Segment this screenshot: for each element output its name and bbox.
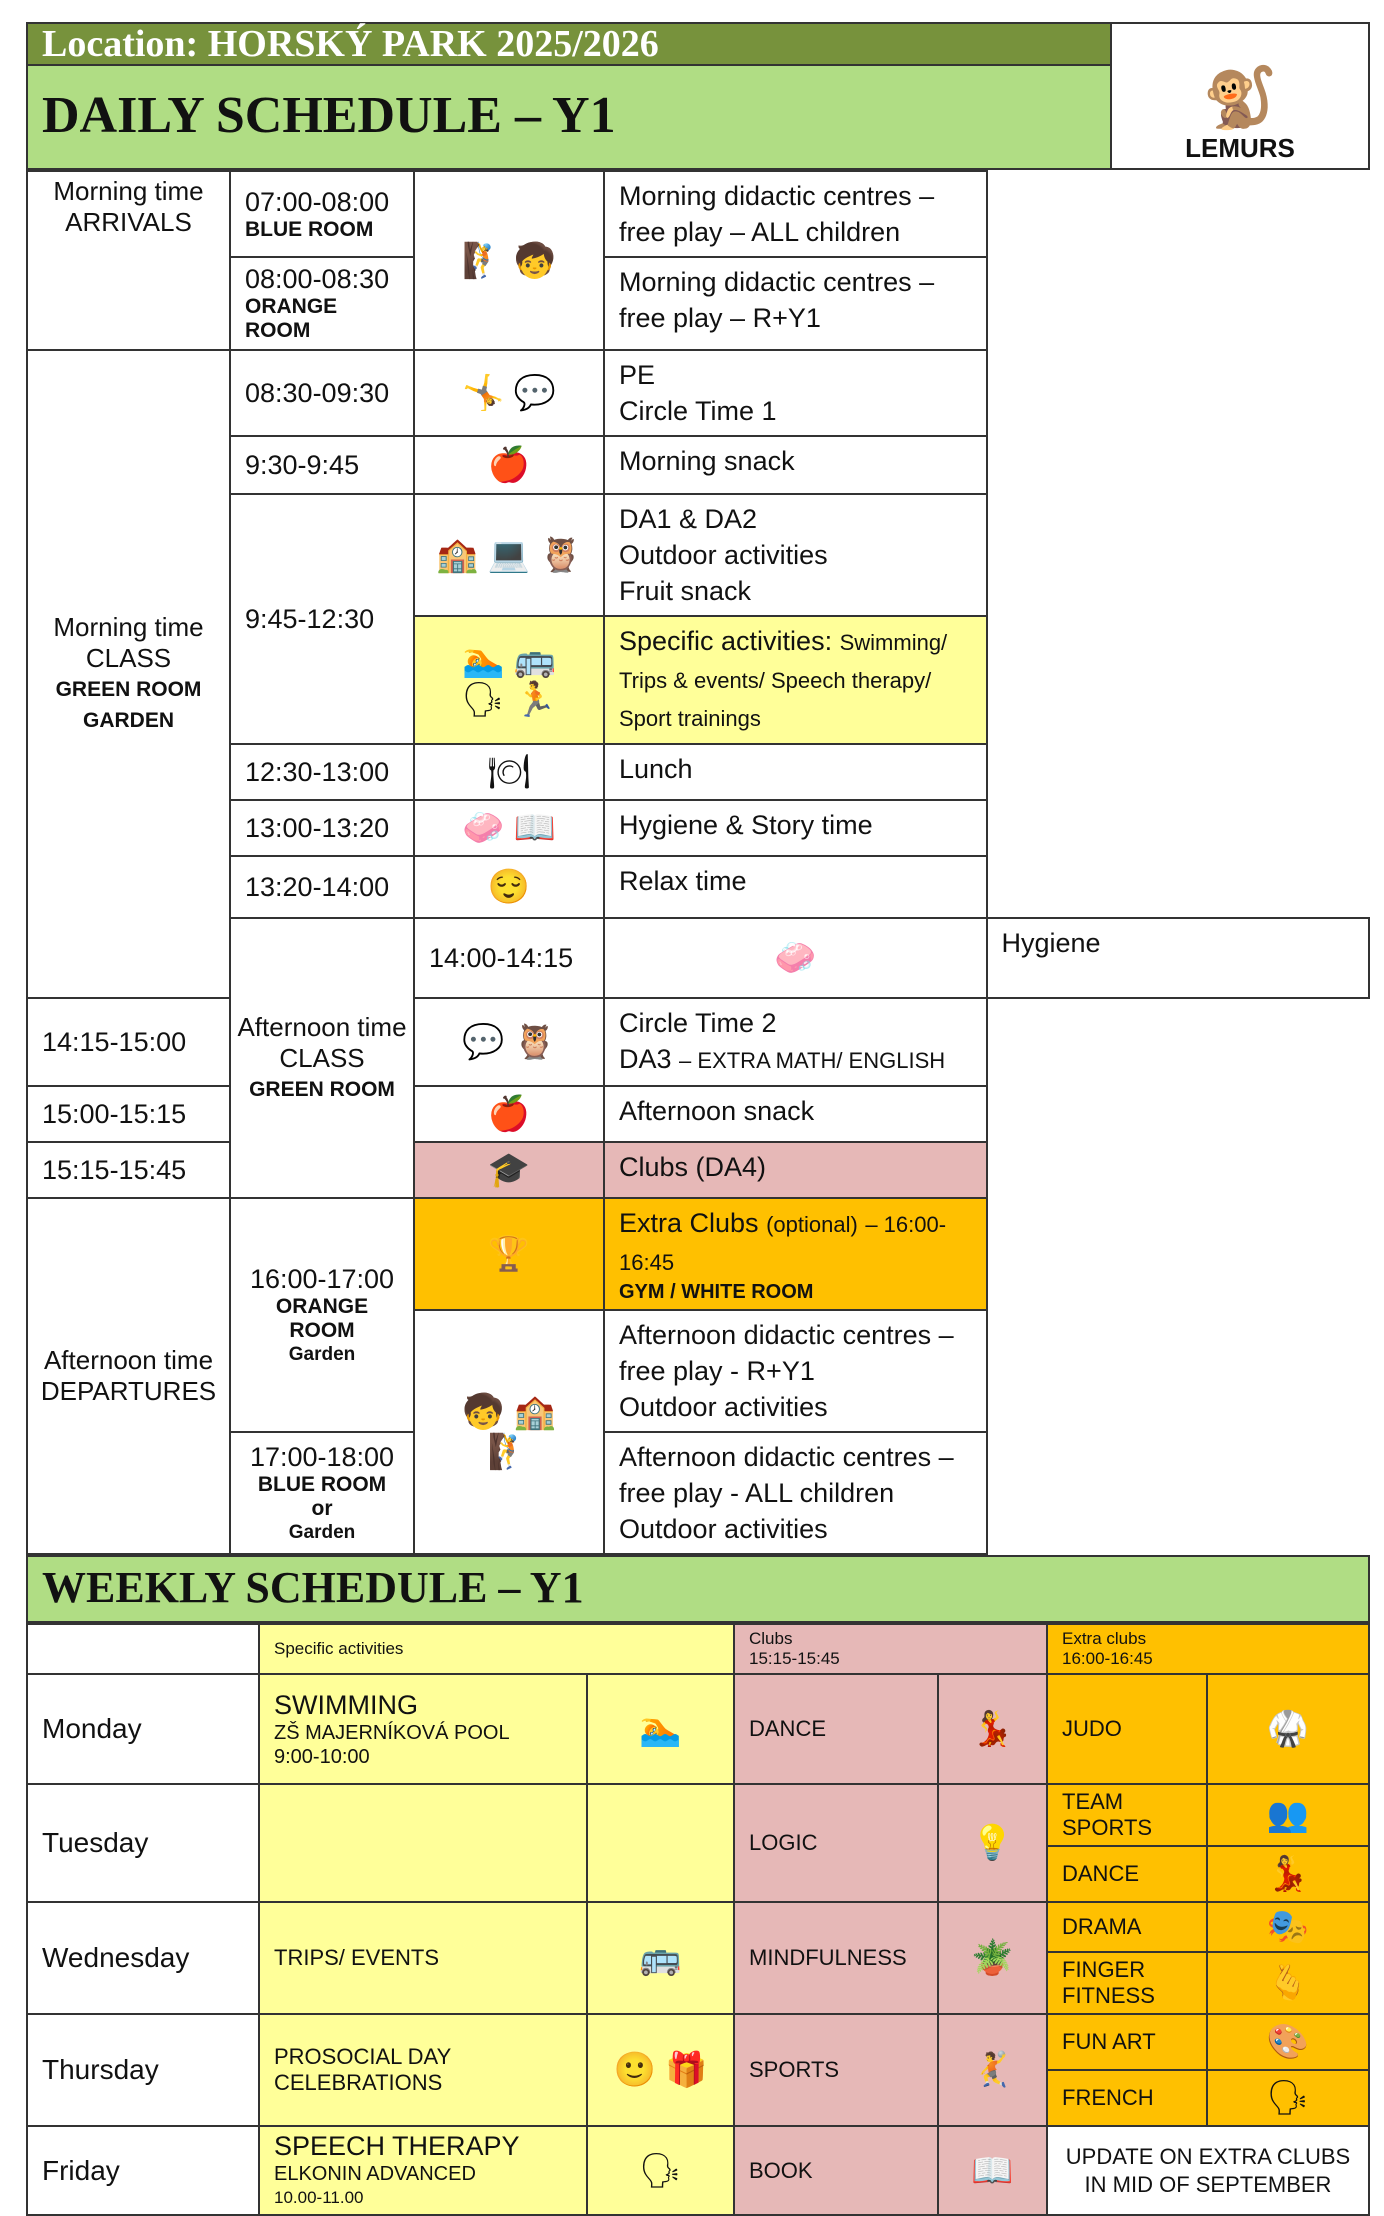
desc-line: Circle Time 2	[619, 1008, 777, 1038]
specific-detail: Swimming/ Trips & events/ Speech therapy/ Sport trainings	[619, 630, 948, 731]
header-label: Extra clubs	[1062, 1629, 1147, 1648]
club: MINDFULNESS	[734, 1902, 938, 2014]
extra-club: DRAMA	[1047, 1902, 1207, 1952]
extra-clubs	[604, 1198, 987, 1310]
time: 07:00-08:00	[245, 186, 390, 217]
class-logo	[1111, 23, 1369, 169]
activity: PROSOCIAL DAY	[274, 2044, 452, 2069]
hygiene-icon: 🧼	[604, 918, 987, 998]
room: BLUE ROOM or	[257, 1472, 387, 1520]
time: 13:00-13:20	[230, 800, 414, 856]
celebration-icons: 🙂 🎁	[587, 2014, 734, 2126]
drama-icon: 🎭	[1207, 1902, 1369, 1952]
desc-line: Outdoor activities	[619, 1514, 828, 1544]
pe-circle-icons: 🤸 💬	[414, 350, 604, 436]
schedule-page	[26, 22, 1370, 2216]
class-name: LEMURS	[1185, 133, 1295, 163]
dance-icon: 💃	[938, 1674, 1047, 1784]
specific-activities	[604, 616, 987, 744]
time: 14:15-15:00	[27, 998, 230, 1086]
day-thursday: Thursday	[27, 2014, 259, 2126]
activity-desc	[604, 494, 987, 616]
day-monday: Monday	[27, 1674, 259, 1784]
activity-desc: Morning didactic centres – free play – R+Y1	[604, 257, 987, 350]
cutlery-icon: 🍽	[414, 744, 604, 800]
circle-owl-icons: 💬 🦉	[414, 998, 604, 1086]
sports-icon: 🤾	[938, 2014, 1047, 2126]
activity-desc	[604, 1432, 987, 1554]
weekly-title-table	[26, 1555, 1370, 1623]
extra-club: FUN ART	[1047, 2014, 1207, 2070]
club: SPORTS	[734, 2014, 938, 2126]
header-time: 16:00-16:45	[1062, 1649, 1153, 1668]
team-icon: 👥	[1207, 1784, 1369, 1846]
activity-sub: ELKONIN ADVANCED	[274, 2163, 476, 2185]
time-cell	[230, 171, 414, 257]
section-label: Afternoon time	[237, 1011, 407, 1042]
time: 14:00-14:15	[414, 918, 604, 998]
section-afternoon-departures	[27, 1198, 230, 1554]
speech-icon: 🗣	[1207, 2070, 1369, 2126]
extra-clubs-note: UPDATE ON EXTRA CLUBS IN MID OF SEPTEMBER	[1047, 2126, 1369, 2215]
activity: SWIMMING	[274, 1689, 418, 1720]
time: 9:45-12:30	[230, 494, 414, 744]
section-morning-arrivals	[27, 171, 230, 350]
time: 12:30-13:00	[230, 744, 414, 800]
desc-line: Circle Time 1	[619, 396, 777, 426]
activity-time: 9:00-10:00	[274, 1745, 370, 1768]
time: 16:00-17:00	[249, 1263, 395, 1294]
activity-desc: Afternoon snack	[604, 1086, 987, 1142]
activity-desc: Morning didactic centres – free play – ALL children	[604, 171, 987, 257]
section-label: Morning time	[53, 612, 204, 642]
lightbulb-icon: 💡	[938, 1784, 1047, 1902]
da-icons: 🏫 💻 🦉	[414, 494, 604, 616]
location-title: Location: HORSKÝ PARK 2025/2026	[27, 23, 1111, 65]
clubs-icon: 🎓	[414, 1142, 604, 1198]
free-play-icons: 🧗 🧒	[414, 171, 604, 350]
activity-desc: Hygiene	[987, 918, 1370, 998]
header-specific: Specific activities	[259, 1624, 734, 1674]
club: DANCE	[734, 1674, 938, 1784]
time: 15:15-15:45	[27, 1142, 230, 1198]
header-clubs	[734, 1624, 1047, 1674]
activity-desc	[604, 1310, 987, 1432]
header-table	[26, 22, 1370, 170]
activity: SPEECH THERAPY	[274, 2131, 520, 2161]
section-afternoon-class	[230, 918, 414, 1198]
finger-icon: 🫰	[1207, 1952, 1369, 2014]
extra-time: – 16:00-16:45	[619, 1212, 947, 1275]
activity-desc: Relax time	[604, 856, 987, 918]
activity-sub: CELEBRATIONS	[274, 2070, 443, 2095]
activity-cell	[259, 1674, 587, 1784]
relax-icon: 😌	[414, 856, 604, 918]
activity-cell	[259, 2014, 587, 2126]
activity	[259, 1784, 587, 1902]
section-sublabel: CLASS	[85, 643, 172, 673]
daily-title: DAILY SCHEDULE – Y1	[27, 65, 1111, 169]
weekly-schedule-table	[26, 1623, 1370, 2216]
time: 17:00-18:00	[249, 1441, 395, 1472]
bus-icon: 🚌	[587, 1902, 734, 2014]
activity-time: 10.00-11.00	[274, 2188, 364, 2207]
judo-icon: 🥋	[1207, 1674, 1369, 1784]
departure-icons: 🧒 🏫 🧗	[414, 1310, 604, 1554]
desc-line: DA1 & DA2	[619, 504, 758, 534]
section-rooms: GREEN ROOM	[249, 1077, 395, 1101]
day-friday: Friday	[27, 2126, 259, 2215]
extra-club: JUDO	[1047, 1674, 1207, 1784]
room: ORANGE ROOM	[245, 295, 338, 342]
time-cell	[230, 1198, 414, 1432]
header-time: 15:15-15:45	[749, 1649, 840, 1668]
extra-title: Extra Clubs	[619, 1208, 759, 1238]
specific-label: Specific activities:	[619, 626, 833, 656]
trophy-icon: 🏆	[414, 1198, 604, 1310]
empty-icon-cell	[587, 1784, 734, 1902]
room: BLUE ROOM	[245, 217, 374, 241]
activity-desc: Lunch	[604, 744, 987, 800]
desc-line: PE	[619, 360, 656, 390]
time: 9:30-9:45	[230, 436, 414, 494]
room: Garden	[288, 1521, 356, 1543]
specific-icons: 🏊 🚌 🗣 🏃	[414, 616, 604, 744]
header-label: Clubs	[749, 1629, 793, 1648]
lemur-icon: 🐒	[1202, 64, 1278, 131]
extra-club: DANCE	[1047, 1846, 1207, 1902]
activity-desc: Clubs (DA4)	[604, 1142, 987, 1198]
club: LOGIC	[734, 1784, 938, 1902]
swimming-icon: 🏊	[587, 1674, 734, 1784]
hygiene-story-icons: 🧼 📖	[414, 800, 604, 856]
time-cell	[230, 1432, 414, 1554]
section-sublabel: ARRIVALS	[65, 207, 192, 237]
activity: TRIPS/ EVENTS	[259, 1902, 587, 2014]
time-cell	[230, 257, 414, 350]
activity-sub: ZŠ MAJERNÍKOVÁ POOL	[274, 1721, 510, 1744]
plant-icon: 🪴	[938, 1902, 1047, 2014]
palette-icon: 🎨	[1207, 2014, 1369, 2070]
daily-schedule-table	[26, 170, 1370, 1555]
extra-room: GYM / WHITE ROOM	[619, 1281, 814, 1303]
desc-line: DA3	[619, 1044, 672, 1074]
extra-club: TEAM SPORTS	[1047, 1784, 1207, 1846]
activity-desc: Hygiene & Story time	[604, 800, 987, 856]
apple-icon: 🍎	[414, 1086, 604, 1142]
dance-icon: 💃	[1207, 1846, 1369, 1902]
book-icon: 📖	[938, 2126, 1047, 2215]
desc-line: Outdoor activities	[619, 1392, 828, 1422]
desc-small: – EXTRA MATH/ ENGLISH	[679, 1048, 946, 1073]
extra-club: FINGER FITNESS	[1047, 1952, 1207, 2014]
section-morning-class	[27, 350, 230, 998]
section-rooms: GREEN ROOM GARDEN	[55, 678, 202, 732]
extra-opt: (optional)	[766, 1212, 858, 1237]
section-label: Morning time	[53, 176, 204, 206]
desc-line: Fruit snack	[619, 576, 752, 606]
desc-line: Outdoor activities	[619, 540, 828, 570]
apple-icon: 🍎	[414, 436, 604, 494]
desc-line: Afternoon didactic centres – free play - ALL children	[619, 1442, 954, 1508]
club: BOOK	[734, 2126, 938, 2215]
desc-line: Afternoon didactic centres – free play - R+Y1	[619, 1320, 954, 1386]
header-extra	[1047, 1624, 1369, 1674]
activity-desc	[604, 998, 987, 1086]
room: Garden	[288, 1343, 356, 1365]
time: 08:30-09:30	[230, 350, 414, 436]
room: ORANGE ROOM	[275, 1294, 369, 1342]
time: 15:00-15:15	[27, 1086, 230, 1142]
weekly-title: WEEKLY SCHEDULE – Y1	[27, 1556, 1369, 1622]
time: 13:20-14:00	[230, 856, 414, 918]
activity-desc	[604, 350, 987, 436]
day-tuesday: Tuesday	[27, 1784, 259, 1902]
section-sublabel: DEPARTURES	[40, 1376, 217, 1406]
activity-cell	[259, 2126, 587, 2215]
time: 08:00-08:30	[245, 264, 390, 294]
activity-desc: Morning snack	[604, 436, 987, 494]
section-sublabel: CLASS	[279, 1042, 365, 1073]
extra-club: FRENCH	[1047, 2070, 1207, 2126]
speech-therapy-icon: 🗣	[587, 2126, 734, 2215]
section-label: Afternoon time	[43, 1345, 214, 1375]
empty-header	[27, 1624, 259, 1674]
day-wednesday: Wednesday	[27, 1902, 259, 2014]
